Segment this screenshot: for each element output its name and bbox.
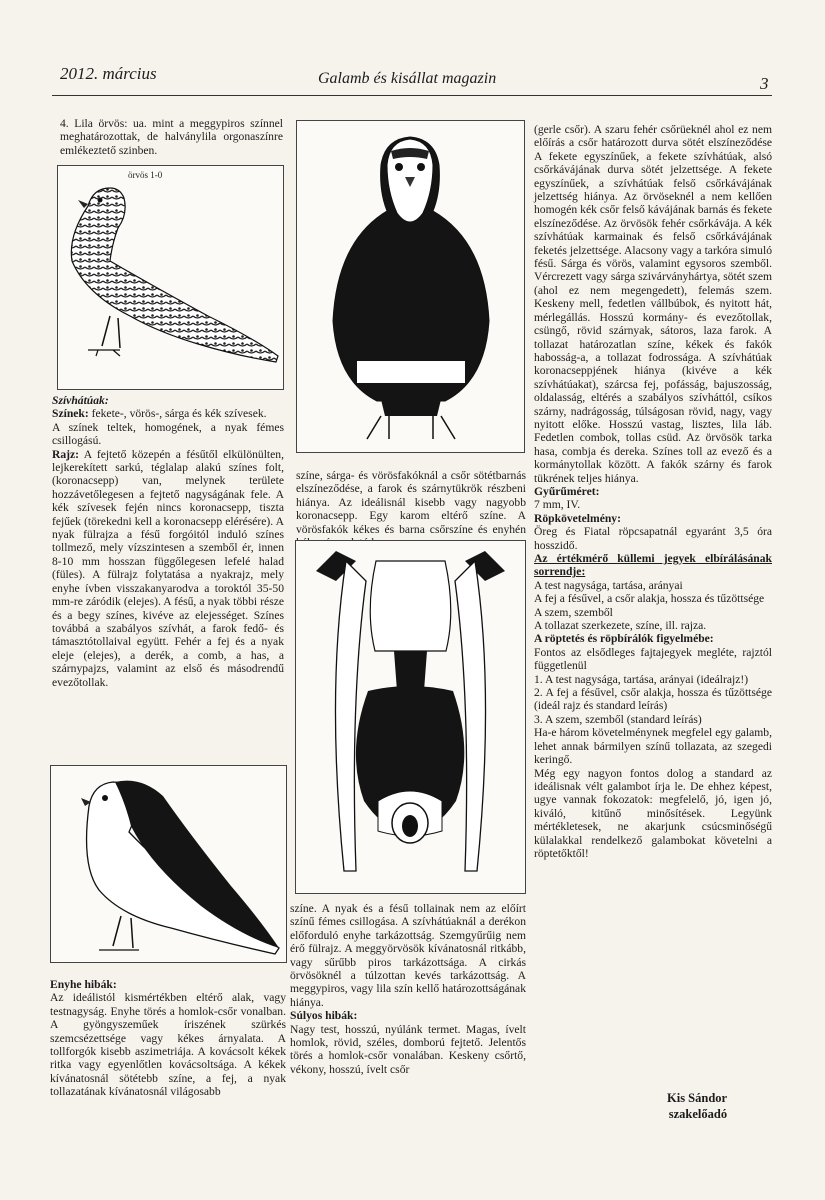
ertek-item-1: A test nagysága, tartása, arányai [534,578,683,592]
text-sulyos: Nagy test, hosszú, nyúlánk termet. Magas, ívelt homlok, rövid, széles, domború fejtető. Jelentős törés a homlok-csőr vonalában. Keskeny csőrtő, vékony, hosszú, ívelt csőr [290,1022,526,1076]
col2-text2 [290,902,526,1076]
text-szinek: fekete-, vörös-, sárga és kék szívesek. [88,407,267,421]
col1-body [52,394,284,689]
col1-intro [60,117,283,157]
text-meg: Még egy nagyon fontos dolog a standard az ideálisnak vélt galambot írja le. De ehhez képest, ugye vannak fokozatok: megfelelő, jó, igen jó, kiváló, kitűnő minősítések. Legyünk mértékletesek, ne akarjunk csúcsminőségű külalakkal rendelkező galambokat követelni a röptetőktől! [534,766,772,860]
figure-szivhatu-pigeon [50,765,287,963]
col3-body [534,123,772,860]
author-role: szakelőadó [668,1107,728,1121]
label-rajz: Rajz: [52,447,80,461]
col2-text1 [296,469,526,549]
text-enyhe: Az ideálistól kismértékben eltérő alak, vagy testnagyság. Enyhe törés a homlok-csőr vonalban. A gyöngyszeműek íriszének szürkés szemcsézettsége vagy kékes árnyalata. A tollforgók kisebb aszimetriája. A kovácsolt kékek ritka vagy egyenlőtlen kovácsoltsága. A kékek kívánatosnál sötétebb színe, a fej, a nyak tollazatának kívánatosnál világosabb [50,991,286,1099]
text-gyuru: 7 mm, IV. [534,498,581,512]
text-rajz: A fejtető közepén a fésűtől elkülönülten, lejkerekített sarkú, téglalap alakú színes folt, (koronacsepp) van, melynek területe hozzávetőlegesen a fejtető nagyságának fele. A kék szívesek fején nincs koronacsepp, tiszta fejűek (törekedni kell a koronacsepp elérésére). A nyak fülrajza a fésű forgóitól induló színes tollmező, mely vízszintesen a szemből ér, innen 8-10 mm hosszan függőlegesen lefelé halad (füles). A fülrajz folytatása a nyakrajz, mely enyhe ívben visszakanyarodva a toroktól 35-50 mm-re záródik (elejes). A fésű, a nyak többi része és a begy színes, kivéve az elejességet. Színes továbbá a szabályos szívhát, a farok fedő- és támasztótollaival együtt. Fehér a fej és a nyak eleje (elejes), a derék, a comb, a has, a szárnypajzs, valamint az első és másodrendű evezőtollak. [52,447,284,689]
pigeon-side-drawing-heart [51,766,286,962]
figure-pigeon-top [295,540,526,894]
intro-paragraph: 4. Lila örvös: ua. mint a meggypiros színnel meghatározottak, de halványlila orgonaszínre emlékeztető szinben. [60,117,283,157]
text-ropk: Öreg és Fiatal röpcsapatnál egyaránt 3,5 óra hosszidő. [534,525,772,552]
ertek-item-4: A tollazat szerkezete, színe, ill. rajza. [534,619,707,633]
ertek-item-3: A szem, szemből [534,605,613,619]
author-signature [667,1090,727,1122]
figure-caption: örvös 1-0 [128,170,163,180]
text-col2-1: színe, sárga- és vörösfakóknál a csőr sötétbarnás elszíneződése, a farok és szárnytükrök részbeni hiánya. Az ideálisnál kisebb vagy nagyobb koronacsepp. Egy karom eltérő színe. A vörösfakók kékes és barna csőrszíne és enyhén [296,469,526,536]
heading-ropt: A röptetés és röpbírálók figyelmébe: [534,632,714,646]
issue-date: 2012. március [60,64,157,83]
section-heading-enyhe: Enyhe hibák: [50,978,117,991]
label-ropk: Röpkövetelmény: [534,511,621,525]
text-haa: Ha-e három követelménynek megfelel egy galamb, lehet annak bármilyen színű tollazata, az szegedi keringő. [534,726,772,767]
text-szinek-2: A színek teltek, homogének, a nyak fémes csillogású. [52,420,284,448]
text-col3-1: (gerle csőr). A szaru fehér csőrüeknél ahol ez nem előírás a csőr határozott durva sötét elszíneződése A fekete egyszínűek, a fekete szívhátúak, alsó csőrkávájának durva sötét jelzettsége. A fekete egyszínűek, a szívhátúak felső csőrkávájának jelzettség hiánya. Az örvöseknél a nem kellően homogén kék csőr felső kávájának barnás és fekete elszíneződése. Az örvösök fehér csőrkávája. A kék szívhátúak karmainak és felső csőrkávájának feketés jelzettsége. Alacsony vagy a tarkóra simuló fésű. Sárga és vörös, valamint egysoros szemből. Vércrezett vagy sárga szivárványhártya, sötét szem (ahol ez nem megengedett), felemás szem. Keskeny mell, fedetlen vállbúbok, és nyitott hát, mérlegállás. Hosszú kormány- és evezőtollak, csüngő, rövid szárnyak, sátoros, laza farok. A tollazat határozatlan színe, kékek és fakók habosság-a, a tollazat fodrossága. A szívhátúak koronacseppjének hiánya (kivéve a kék szívhátúakat), szárcsa fej, pofásság, bajuszosság, oldalasság, eltérés a szabályos szívháttól, csíkos szárny, nadrágosság, túlságosan rövid, nagy, vagy nyitott előke. Hosszú vastag, lisztes, lila láb. Fedetlen combok, tollas csüd. Az örvösök tarka hasa, combja és dereka. Színes toll az evező és a kormánytollak között. A fakók szárny és farok tükrének teljes hiánya. [534,123,772,485]
figure-orvos-pigeon [57,165,284,390]
label-szinek: Színek: [52,407,89,421]
ropt-item-2: 2. A fej a fésűvel, csőr alakja, hossza és tűzöttsége (ideál rajz és standard leírás) [534,686,772,713]
page-number: 3 [760,74,769,93]
heading-ertek: Az értékmérő küllemi jegyek elbírálásának sorrendje: [534,552,772,579]
ropt-intro: Fontos az elsődleges fajtajegyek megléte, rajztól függetlenül [534,645,772,673]
text-col2-2: színe. A nyak és a fésű tollainak nem az előírt színű fémes csillogása. A szívhátúaknál a derékon előforduló enyhe tarkázottság. Szemgyűrűig nem érő fülrajz. A meggyörvösök kívánatosnál ritkább, vagy sűrűbb piros tarkázottsága. A cirkás örvösöknél a túlzottan kevés tarkázottság. A meggypiros, vagy lila szín kellő határozottságának hiánya. [290,902,526,1009]
label-gyuru: Gyűrűméret: [534,484,600,498]
magazine-title: Galamb és kisállat magazin [318,70,497,87]
pigeon-side-drawing [58,166,283,388]
ropt-item-1: 1. A test nagysága, tartása, arányai (ideálrajz!) [534,672,749,686]
pigeon-front-drawing [297,121,524,452]
header-rule [52,95,772,96]
col1-enyhe [50,978,286,1099]
section-heading-sulyos: Súlyos hibák: [290,1009,358,1023]
pigeon-top-drawing [296,541,525,893]
ropt-item-3: 3. A szem, szemből (standard leírás) [534,712,702,726]
author-name: Kis Sándor [667,1091,728,1105]
ertek-item-2: A fej a fésűvel, a csőr alakja, hossza és tűzöttsége [534,592,765,606]
section-heading-szivhatuak: Szívhátúak: [52,394,109,407]
figure-pigeon-front [296,120,525,453]
